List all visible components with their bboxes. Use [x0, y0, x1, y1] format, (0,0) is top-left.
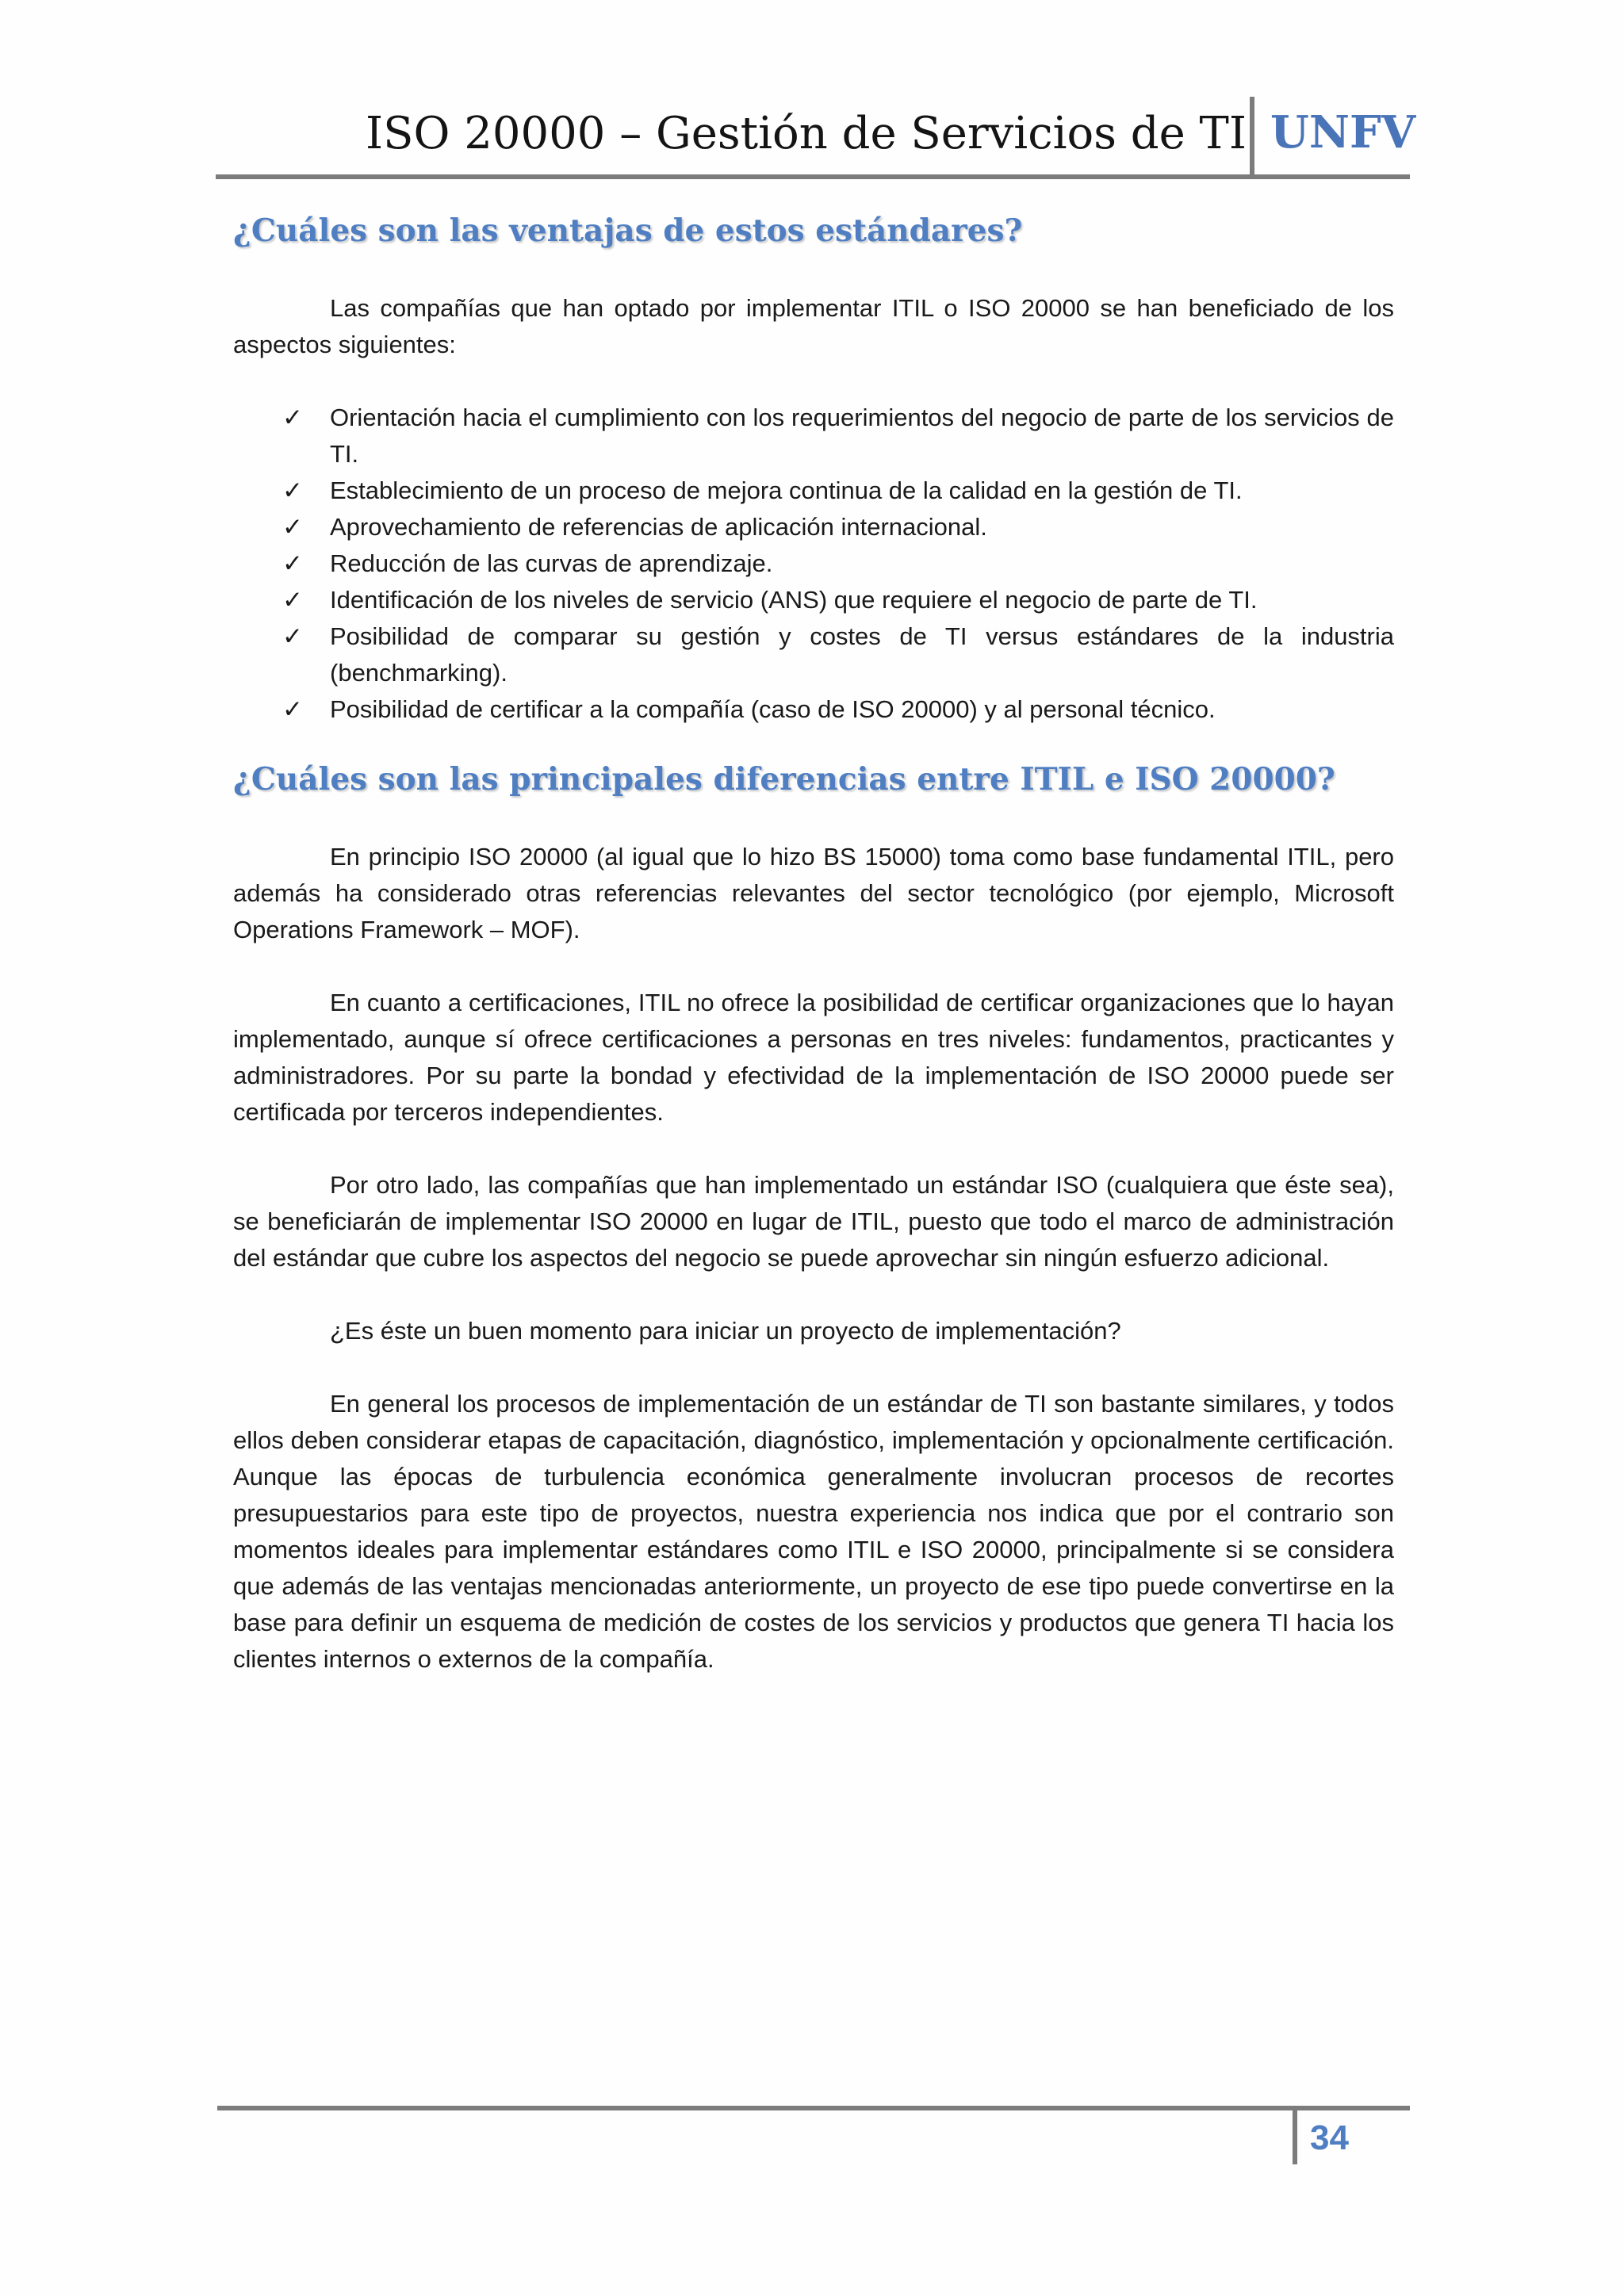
- checkmark-icon: ✓: [282, 622, 303, 651]
- list-item: ✓ Posibilidad de comparar su gestión y costes de TI versus estándares de la industria (benchmarking).: [233, 618, 1394, 691]
- paragraph-general: En general los procesos de implementación de un estándar de TI son bastante similares, y todos ellos deben considerar etapas de capacitación, diagnóstico, implementación y opcionalmente certificación. Aunque las épocas de turbulencia económica generalmente involucran procesos de recortes presupuestarios para este tipo de proyectos, nuestra experiencia nos indica que por el contrario son momentos ideales para implementar estándares como ITIL e ISO 20000, principalmente si se considera que además de las ventajas mencionadas anteriormente, un proyecto de ese tipo puede convertirse en la base para definir un esquema de medición de costes de los servicios y productos que genera TI hacia los clientes internos o externos de la compañía.: [233, 1390, 1394, 1673]
- page-footer: [217, 2101, 1410, 2172]
- list-item: ✓ Posibilidad de certificar a la compañía (caso de ISO 20000) y al personal técnico.: [233, 691, 1394, 728]
- paragraph-iso-companies: Por otro lado, las compañías que han implementado un estándar ISO (cualquiera que éste sea), se beneficiarán de implementar ISO 20000 en lugar de ITIL, puesto que todo el marco de administración del estándar que cubre los aspectos del negocio se puede aprovechar sin ningún esfuerzo adicional.: [233, 1171, 1394, 1272]
- footer-rule: [217, 2106, 1410, 2110]
- footer-separator: [1293, 2109, 1297, 2164]
- page-header: [216, 94, 1416, 178]
- advantages-list: [233, 400, 1394, 728]
- checkmark-icon: ✓: [282, 586, 303, 614]
- section-heading-advantages: ¿Cuáles son las ventajas de estos estándares?: [233, 212, 1023, 249]
- page-number: 34: [1310, 2118, 1349, 2157]
- list-item: ✓ Establecimiento de un proceso de mejora continua de la calidad en la gestión de TI.: [233, 473, 1394, 509]
- checkmark-icon: ✓: [282, 513, 303, 541]
- header-rule: [216, 174, 1410, 179]
- checkmark-icon: ✓: [282, 549, 303, 578]
- header-brand: UNFV: [1270, 106, 1416, 159]
- header-title: ISO 20000 – Gestión de Servicios de TI: [366, 108, 1247, 159]
- paragraph-certifications: En cuanto a certificaciones, ITIL no ofrece la posibilidad de certificar organizaciones que lo hayan implementado, aunque sí ofrece certificaciones a personas en tres niveles: fundamentos, practicantes y administradores. Por su parte la bondad y efectividad de la implementación de ISO 20000 puede ser certificada por terceros independientes.: [233, 989, 1394, 1126]
- paragraph-intro: Las compañías que han optado por implementar ITIL o ISO 20000 se han beneficiado de los aspectos siguientes:: [233, 294, 1394, 358]
- paragraph-question: ¿Es éste un buen momento para iniciar un proyecto de implementación?: [330, 1317, 1121, 1345]
- list-item: ✓ Orientación hacia el cumplimiento con los requerimientos del negocio de parte de los servicios de TI.: [233, 400, 1394, 473]
- checkmark-icon: ✓: [282, 476, 303, 505]
- section-heading-differences: ¿Cuáles son las principales diferencias entre ITIL e ISO 20000?: [233, 761, 1335, 798]
- list-item: ✓ Reducción de las curvas de aprendizaje.: [233, 545, 1394, 582]
- header-separator: [1250, 97, 1254, 179]
- page-content: [233, 212, 1394, 1714]
- list-item: ✓ Identificación de los niveles de servicio (ANS) que requiere el negocio de parte de TI.: [233, 582, 1394, 618]
- checkmark-icon: ✓: [282, 404, 303, 432]
- list-item: ✓ Aprovechamiento de referencias de aplicación internacional.: [233, 509, 1394, 545]
- checkmark-icon: ✓: [282, 695, 303, 724]
- paragraph-principle: En principio ISO 20000 (al igual que lo hizo BS 15000) toma como base fundamental ITIL, pero además ha considerado otras referencias relevantes del sector tecnológico (por ejemplo, Microsoft Operations Framework – MOF).: [233, 843, 1394, 943]
